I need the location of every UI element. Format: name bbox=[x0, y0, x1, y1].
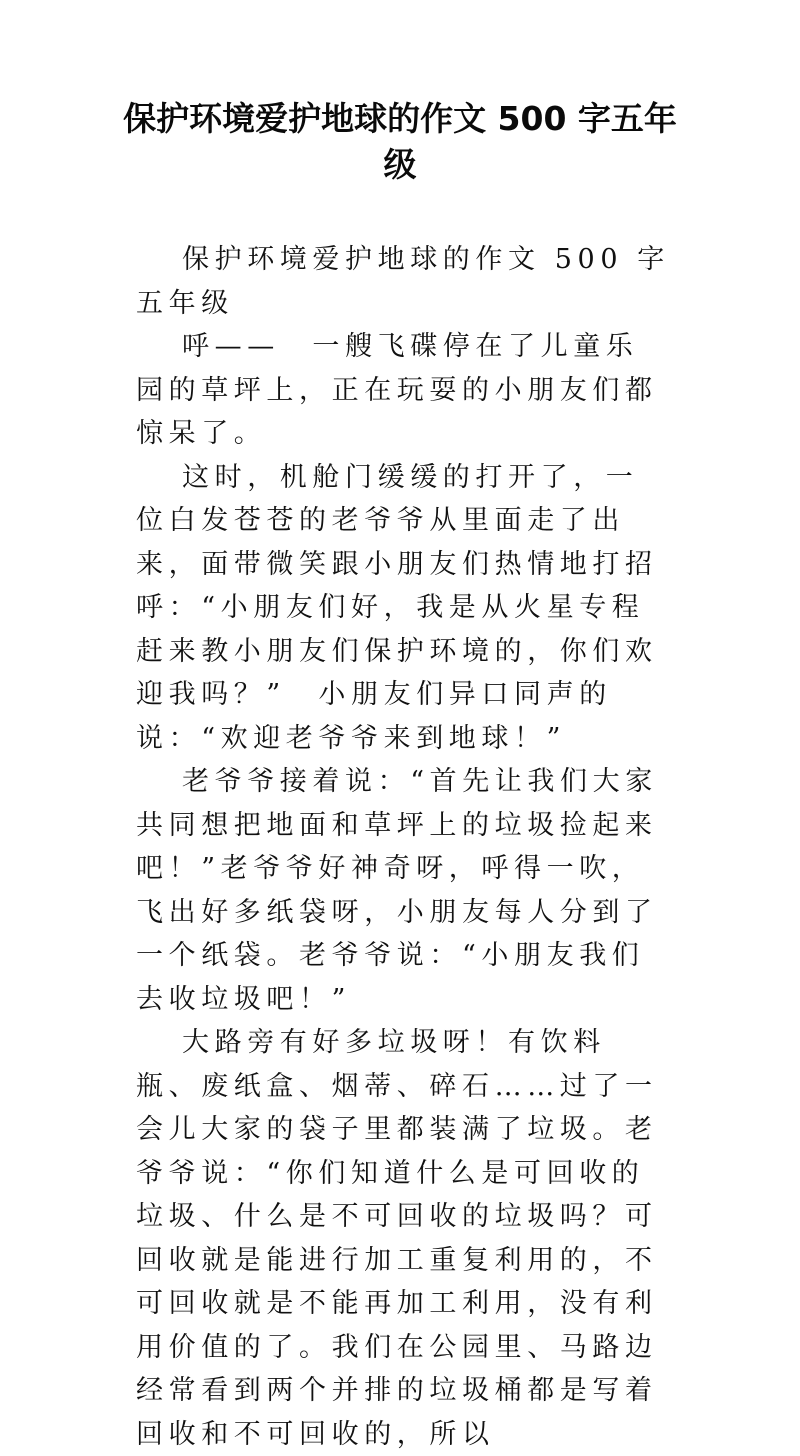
document-body bbox=[136, 238, 670, 1456]
paragraph-subtitle: 保护环境爱护地球的作文 500 字五年级 bbox=[136, 244, 670, 319]
paragraph-pick-up-trash: 老爷爷接着说：“首先让我们大家共同想把地面和草坪上的垃圾捡起来吧！”老爷爷好神奇呀，呼得一吹，飞出好多纸袋呀，小朋友每人分到了一个纸袋。老爷爷说：“小朋友我们去收垃圾吧！” bbox=[136, 766, 658, 1015]
paragraph-grandpa-greeting: 这时，机舱门缓缓的打开了，一位白发苍苍的老爷爷从里面走了出来，面带微笑跟小朋友们热情地打招呼：“小朋友们好，我是从火星专程赶来教小朋友们保护环境的，你们欢迎我吗？” 小朋友们异口同声的说：“欢迎老爷爷来到地球！” bbox=[136, 461, 658, 754]
paragraph-ufo-landing: 呼—— 一艘飞碟停在了儿童乐园的草坪上，正在玩耍的小朋友们都惊呆了。 bbox=[136, 331, 658, 449]
paragraph-recycling: 大路旁有好多垃圾呀！有饮料瓶、废纸盒、烟蒂、碎石……过了一会儿大家的袋子里都装满了垃圾。老爷爷说：“你们知道什么是可回收的垃圾、什么是不可回收的垃圾吗？可回收就是能进行加工重复利用的，不可回收就是不能再加工利用，没有利用价值的了。我们在公园里、马路边经常看到两个并排的垃圾桶都是写着回收和不可回收的，所以 bbox=[136, 1027, 658, 1450]
document-title: 保护环境爱护地球的作文 500 字五年级 bbox=[123, 99, 677, 184]
